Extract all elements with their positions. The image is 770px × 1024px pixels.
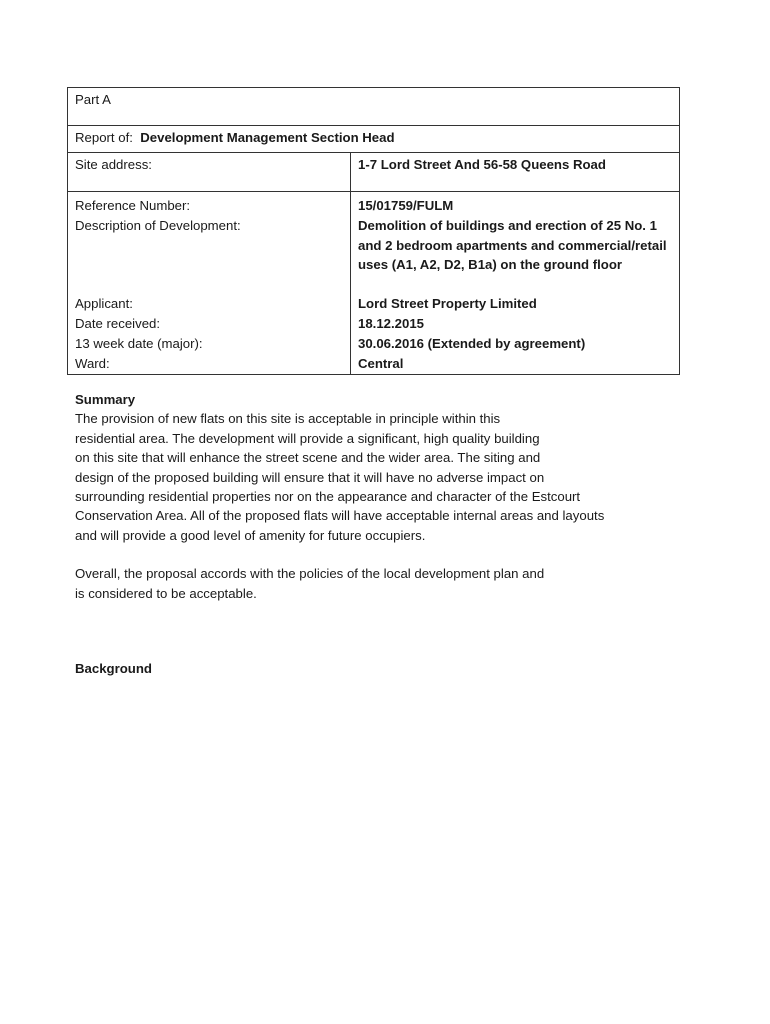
row-label: Site address:	[75, 157, 152, 172]
table-row-date-received	[68, 314, 679, 334]
table-row-reference	[68, 196, 679, 216]
conclusion-paragraph	[75, 564, 715, 603]
summary-heading: Summary	[75, 392, 136, 407]
row-value: 18.12.2015	[350, 314, 679, 334]
summary-line: residential area. The development will provide a significant, high quality building	[75, 430, 540, 446]
row-label: Applicant:	[75, 296, 133, 311]
summary-line: design of the proposed building will ensure that it will have no adverse impact on	[75, 469, 545, 485]
report-label: Report of:	[75, 130, 133, 145]
row-value: 30.06.2016 (Extended by agreement)	[350, 334, 679, 354]
summary-paragraph	[75, 409, 715, 545]
summary-line: on this site that will enhance the street scene and the wider area. The siting and	[75, 450, 541, 466]
row-value: 15/01759/FULM	[350, 196, 679, 216]
conclusion-line: Overall, the proposal accords with the policies of the local development plan and	[75, 566, 545, 582]
background-heading: Background	[75, 661, 152, 676]
table-row-description	[68, 216, 679, 294]
report-value: Development Management Section Head	[140, 130, 395, 145]
table-row-ward	[68, 354, 679, 374]
row-label: Reference Number:	[75, 198, 191, 213]
row-value: Demolition of buildings and erection of 25 No. 1 and 2 bedroom apartments and commercial/retail uses (A1, A2, D2, B1a) on the ground floor	[350, 216, 679, 294]
report-row	[68, 126, 679, 153]
part-label: Part A	[75, 92, 111, 107]
conclusion-line: is considered to be acceptable.	[75, 585, 257, 601]
table-row-applicant	[68, 294, 679, 314]
part-row	[68, 88, 679, 126]
row-value: Lord Street Property Limited	[350, 294, 679, 314]
table-row-site-address	[68, 153, 679, 192]
table-row-13-week-date	[68, 334, 679, 354]
summary-line: surrounding residential properties nor on the appearance and character of the Estcourt	[75, 489, 581, 505]
row-value: Central	[350, 354, 679, 374]
row-value: 1-7 Lord Street And 56-58 Queens Road	[350, 153, 679, 191]
row-label: Description of Development:	[75, 218, 241, 233]
summary-line: Conservation Area. All of the proposed flats will have acceptable internal areas and layouts	[75, 508, 605, 524]
row-label: Date received:	[75, 316, 161, 331]
row-label: 13 week date (major):	[75, 336, 203, 351]
summary-line: and will provide a good level of amenity for future occupiers.	[75, 527, 426, 543]
application-details-table	[67, 87, 680, 375]
row-label: Ward:	[75, 356, 110, 371]
summary-section	[75, 390, 715, 603]
summary-line: The provision of new flats on this site is acceptable in principle within this	[75, 411, 501, 427]
